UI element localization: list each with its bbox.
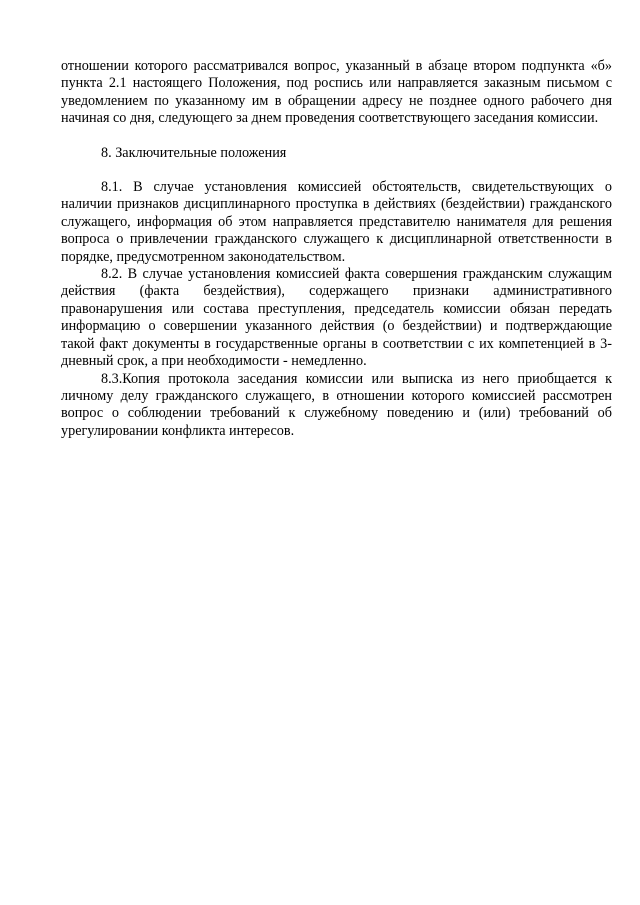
paragraph-8-1: 8.1. В случае установления комиссией обстоятельств, свидетельствующих о наличии признаков дисциплинарного проступка в действиях (бездействии) гражданского служащего, информация об этом направляется представителю нанимателя для решения вопроса о привлечении гражданского служащего к дисциплинарной ответственности в порядке, предусмотренном законодательством.	[61, 179, 612, 265]
spacer	[61, 128, 612, 145]
paragraph-8-2: 8.2. В случае установления комиссией факта совершения гражданским служащим действия (факта бездействия), содержащего признаки административного правонарушения или состава преступления, председатель комиссии обязан передать информацию о совершении указанного действия (о бездействии) и подтверждающие такой факт документы в государственные органы в соответствии с их компетенцией в 3-дневный срок, а при необходимости - немедленно.	[61, 266, 612, 370]
paragraph-8-3: 8.3.Копия протокола заседания комиссии или выписка из него приобщается к личному делу гражданского служащего, в отношении которого комиссией рассмотрен вопрос о соблюдении требований к служебному поведению и (или) требований об урегулировании конфликта интересов.	[61, 370, 612, 439]
intro-paragraph: отношении которого рассматривался вопрос, указанный в абзаце втором подпункта «б» пункта 2.1 настоящего Положения, под роспись или направляется заказным письмом с уведомлением по указанному им в обращении адресу не позднее одного рабочего дня начиная со дня, следующего за днем проведения соответствующего заседания комиссии.	[61, 58, 612, 127]
spacer	[61, 162, 612, 179]
section-heading: 8. Заключительные положения	[101, 144, 287, 161]
document-page	[61, 58, 612, 440]
